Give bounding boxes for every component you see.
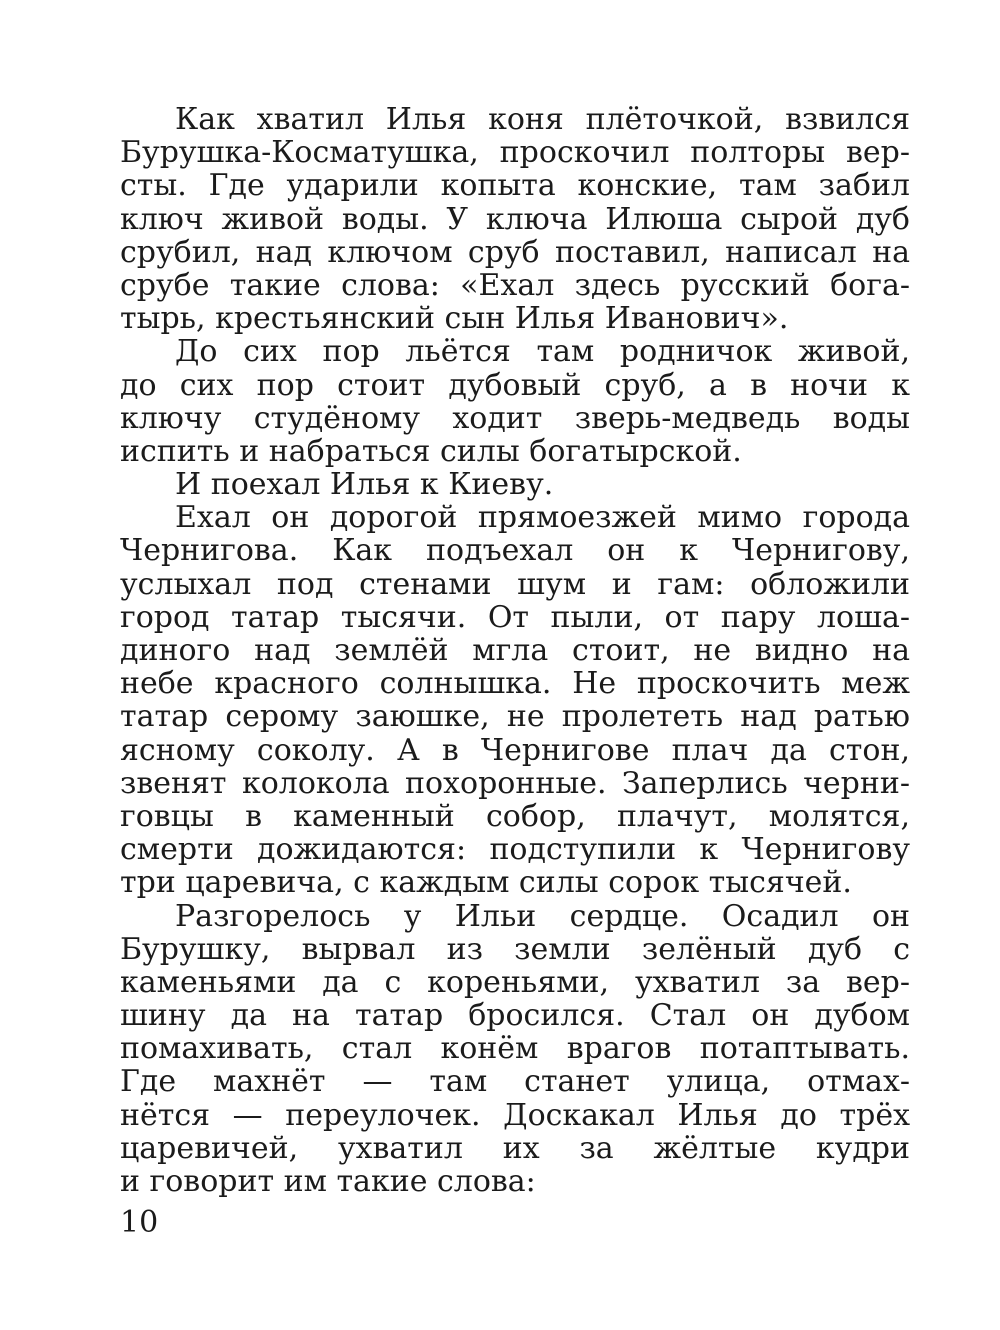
text-line: татар серому заюшке, не пролететь над ратью xyxy=(120,699,910,735)
paragraph-3 xyxy=(120,468,910,501)
text-line: нётся — переулочек. Доскакал Илья до трёх xyxy=(120,1097,910,1133)
text-line: Бурушка-Косматушка, проскочил полторы вер- xyxy=(120,135,910,171)
text-line: звенят колокола похоронные. Заперлись черни- xyxy=(120,765,910,801)
text-line: Как хватил Илья коня плёточкой, взвился xyxy=(175,102,910,137)
text-line: Чернигова. Как подъехал он к Чернигову, xyxy=(120,533,910,569)
text-line: помахивать, стал конём врагов потаптывать. xyxy=(120,1031,910,1067)
text-line: говцы в каменный собор, плачут, молятся, xyxy=(120,798,910,834)
text-line: Где махнёт — там станет улица, отмах- xyxy=(120,1064,910,1100)
text-line: Бурушку, вырвал из земли зелёный дуб с xyxy=(120,931,910,967)
page-number: 10 xyxy=(120,1205,159,1240)
text-line: город татар тысячи. От пыли, от пару лоша- xyxy=(120,599,910,635)
text-line: три царевича, с каждым силы сорок тысячей. xyxy=(120,865,852,901)
text-line: каменьями да с кореньями, ухватил за вер- xyxy=(120,964,910,1000)
text-line: тырь, крестьянский сын Илья Иванович». xyxy=(120,301,789,337)
paragraph-5 xyxy=(120,900,910,1199)
text-line: Разгорелось у Ильи сердце. Осадил он xyxy=(175,898,910,934)
text-line: ясному соколу. А в Чернигове плач да стон, xyxy=(120,732,910,768)
story-text xyxy=(120,103,910,1198)
text-line: срубил, над ключом сруб поставил, написал на xyxy=(120,234,910,270)
text-line: И поехал Илья к Киеву. xyxy=(175,467,554,503)
paragraph-2 xyxy=(120,335,910,468)
text-line: Ехал он дорогой прямоезжей мимо города xyxy=(175,500,910,536)
text-line: и говорит им такие слова: xyxy=(120,1164,536,1199)
text-line: ключу студёному ходит зверь-медведь воды xyxy=(120,400,910,436)
text-line: ключ живой воды. У ключа Илюша сырой дуб xyxy=(120,201,910,237)
text-line: царевичей, ухватил их за жёлтые кудри xyxy=(120,1130,910,1166)
text-line: небе красного солнышка. Не проскочить меж xyxy=(120,666,910,702)
text-line: диного над землёй мгла стоит, не видно на xyxy=(120,633,910,668)
text-line: до сих пор стоит дубовый сруб, а в ночи к xyxy=(120,367,910,403)
text-line: До сих пор льётся там родничок живой, xyxy=(175,334,910,370)
text-line: услыхал под стенами шум и гам: обложили xyxy=(120,566,910,602)
text-line: шину да на татар бросился. Стал он дубом xyxy=(120,998,910,1034)
paragraph-4 xyxy=(120,501,910,899)
text-line: сты. Где ударили копыта конские, там забил xyxy=(120,168,910,204)
text-line: срубе такие слова: «Ехал здесь русский бога- xyxy=(120,267,910,303)
text-line: смерти дожидаются: подступили к Чернигову xyxy=(120,832,910,868)
paragraph-1 xyxy=(120,103,910,335)
text-line: испить и набраться силы богатырской. xyxy=(120,433,742,469)
